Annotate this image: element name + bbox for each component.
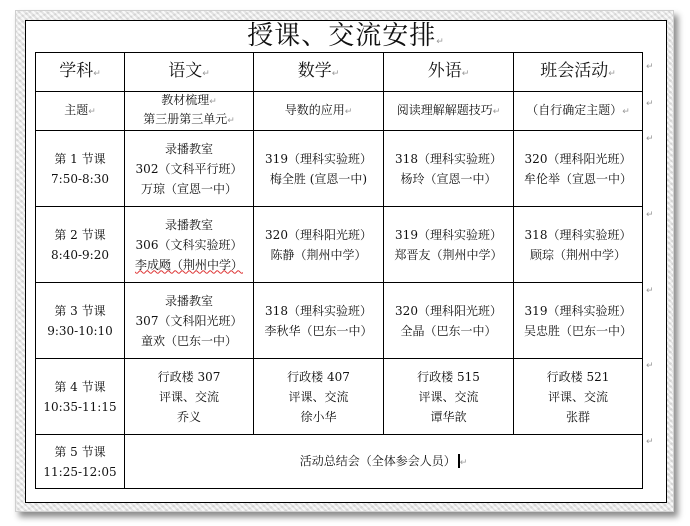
row-end-mark-icon: ↵ (646, 286, 654, 296)
table-row-period-4 (36, 359, 643, 435)
header-foreign-language[interactable]: 外语↵ (384, 53, 514, 92)
cell-math[interactable]: 319（理科实验班） 梅全胜 (宣恩一中) (254, 131, 384, 207)
theme-cell-math[interactable]: 导数的应用↵ (254, 92, 384, 131)
cell-class-meeting[interactable]: 320（理科阳光班） 牟伦举（宣恩一中） (514, 131, 643, 207)
cell-class-meeting[interactable]: 行政楼 521 评课、交流 张群 (514, 359, 643, 435)
title-text: 授课、交流安排 (247, 21, 437, 51)
theme-cell-class-meeting[interactable]: （自行确定主题）↵ (514, 92, 643, 131)
period-label-cell[interactable]: 第 1 节课 7:50-8:30 (36, 131, 125, 207)
header-subject[interactable]: 学科↵ (36, 53, 125, 92)
header-chinese[interactable]: 语文↵ (125, 53, 254, 92)
theme-cell-chinese[interactable]: 教材梳理↵ 第三册第三单元↵ (125, 92, 254, 131)
paragraph-mark-icon: ↵ (436, 37, 445, 47)
cell-foreign-language[interactable]: 320（理科阳光班） 全晶（巴东一中） (384, 283, 514, 359)
table-row-period-2 (36, 207, 643, 283)
schedule-table (35, 52, 643, 489)
paragraph-mark-icon: ↵ (461, 68, 470, 79)
theme-label-cell[interactable]: 主题↵ (36, 92, 125, 131)
cell-chinese[interactable]: 录播教室 302（文科平行班） 万琼（宣恩一中） (125, 131, 254, 207)
cell-math[interactable]: 320（理科阳光班） 陈静（荆州中学） (254, 207, 384, 283)
row-end-mark-icon: ↵ (646, 134, 654, 144)
table-row-theme (36, 92, 643, 131)
row-end-mark-icon: ↵ (646, 210, 654, 220)
header-math[interactable]: 数学↵ (254, 53, 384, 92)
cell-chinese[interactable]: 录播教室 306（文科实验班） 李成飏（荆州中学） (125, 207, 254, 283)
paragraph-mark-icon: ↵ (93, 68, 101, 79)
theme-cell-foreign-language[interactable]: 阅读理解解题技巧↵ (384, 92, 514, 131)
paragraph-mark-icon: ↵ (202, 68, 210, 79)
row-end-mark-icon: ↵ (646, 62, 654, 72)
cell-math[interactable]: 行政楼 407 评课、交流 徐小华 (254, 359, 384, 435)
period-label-cell[interactable]: 第 4 节课 10:35-11:15 (36, 359, 125, 435)
row-end-mark-icon: ↵ (646, 99, 654, 109)
paragraph-mark-icon: ↵ (331, 68, 340, 79)
cell-foreign-language[interactable]: 318（理科实验班） 杨玲（宣恩一中） (384, 131, 514, 207)
table-row-period-5 (36, 435, 643, 489)
cell-chinese[interactable]: 行政楼 307 评课、交流 乔义 (125, 359, 254, 435)
period-label-cell[interactable]: 第 3 节课 9:30-10:10 (36, 283, 125, 359)
period-label-cell[interactable]: 第 5 节课 11:25-12:05 (36, 435, 125, 489)
cell-class-meeting[interactable]: 319（理科实验班） 吴忠胜（巴东一中） (514, 283, 643, 359)
spellcheck-underlined-text: 李成飏（荆州中学） (134, 257, 243, 272)
cell-foreign-language[interactable]: 319（理科实验班） 郑晋友（荆州中学） (384, 207, 514, 283)
paragraph-mark-icon: ↵ (608, 68, 616, 79)
cell-foreign-language[interactable]: 行政楼 515 评课、交流 谭华歆 (384, 359, 514, 435)
row-end-mark-icon: ↵ (646, 437, 654, 447)
cell-chinese[interactable]: 录播教室 307（文科阳光班） 童欢（巴东一中） (125, 283, 254, 359)
cell-math[interactable]: 318（理科实验班） 李秋华（巴东一中） (254, 283, 384, 359)
table-row-period-1 (36, 131, 643, 207)
header-class-meeting[interactable]: 班会活动↵ (514, 53, 643, 92)
cell-class-meeting[interactable]: 318（理科实验班） 顾琮（荆州中学） (514, 207, 643, 283)
period-label-cell[interactable]: 第 2 节课 8:40-9:20 (36, 207, 125, 283)
table-header-row (36, 53, 643, 92)
row-end-mark-icon: ↵ (646, 361, 654, 371)
merged-summary-cell[interactable]: 活动总结会（全体参会人员） ↵ (125, 435, 643, 489)
table-row-period-3 (36, 283, 643, 359)
